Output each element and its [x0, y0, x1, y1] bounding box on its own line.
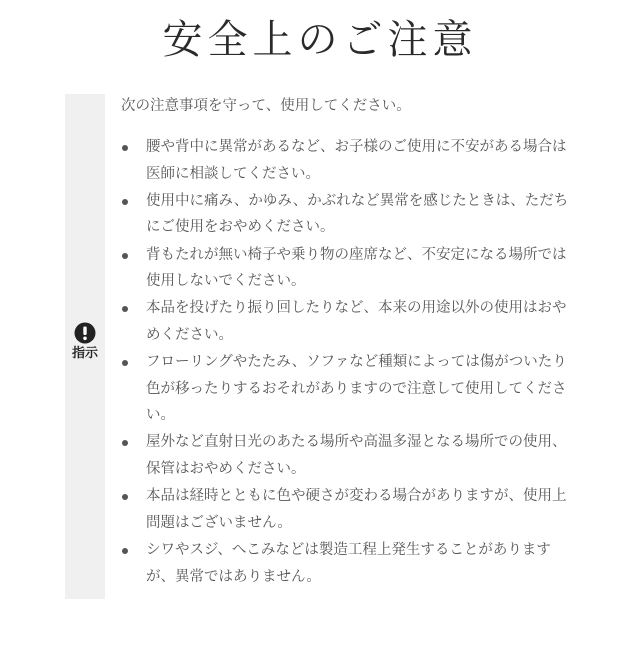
note-item [121, 295, 571, 348]
instruction-label: 指示 [71, 346, 98, 361]
bullet-icon [122, 306, 128, 312]
exclamation-circle-icon [74, 322, 96, 344]
note-text: 背もたれが無い椅子や乗り物の座席など、不安定になる場所では使用しないでください。 [146, 246, 567, 290]
note-item [121, 349, 571, 429]
note-item [121, 188, 571, 241]
instruction-sidebar [65, 94, 105, 599]
note-item [121, 429, 571, 482]
instruction-marker [65, 322, 105, 362]
note-text: 腰や背中に異常があるなど、お子様のご使用に不安がある場合は医師に相談してください。 [146, 139, 567, 182]
intro-text: 次の注意事項を守って、使用してください。 [121, 98, 411, 114]
notice-content [121, 94, 571, 591]
bullet-icon [122, 253, 128, 259]
note-text: 本品を投げたり振り回したりなど、本来の用途以外の使用はおやめください。 [146, 300, 567, 343]
note-item [121, 483, 571, 536]
notes-list [121, 134, 571, 590]
note-item [121, 537, 571, 590]
note-text: 屋外など直射日光のあたる場所や高温多湿となる場所での使用、保管はおやめください。 [146, 434, 567, 477]
note-text: 本品は経時とともに色や硬さが変わる場合がありますが、使用上問題はございません。 [146, 488, 567, 531]
bullet-icon [122, 360, 128, 366]
bullet-icon [122, 548, 128, 554]
bullet-icon [122, 145, 128, 151]
bullet-icon [122, 199, 128, 205]
note-text: シワやスジ、へこみなどは製造工程上発生することがありますが、異常ではありません。 [146, 542, 551, 585]
note-item [121, 134, 571, 187]
bullet-icon [122, 440, 128, 446]
note-text: 使用中に痛み、かゆみ、かぶれなど異常を感じたときは、ただちにご使用をおやめください。 [146, 192, 569, 236]
bullet-icon [122, 494, 128, 500]
page-title: 安全上のご注意 [162, 17, 478, 63]
note-item [121, 242, 571, 295]
note-text: フローリングやたたみ、ソファなど種類によっては傷がついたり色が移ったりするおそれがありますので注意して使用してください。 [146, 354, 567, 424]
